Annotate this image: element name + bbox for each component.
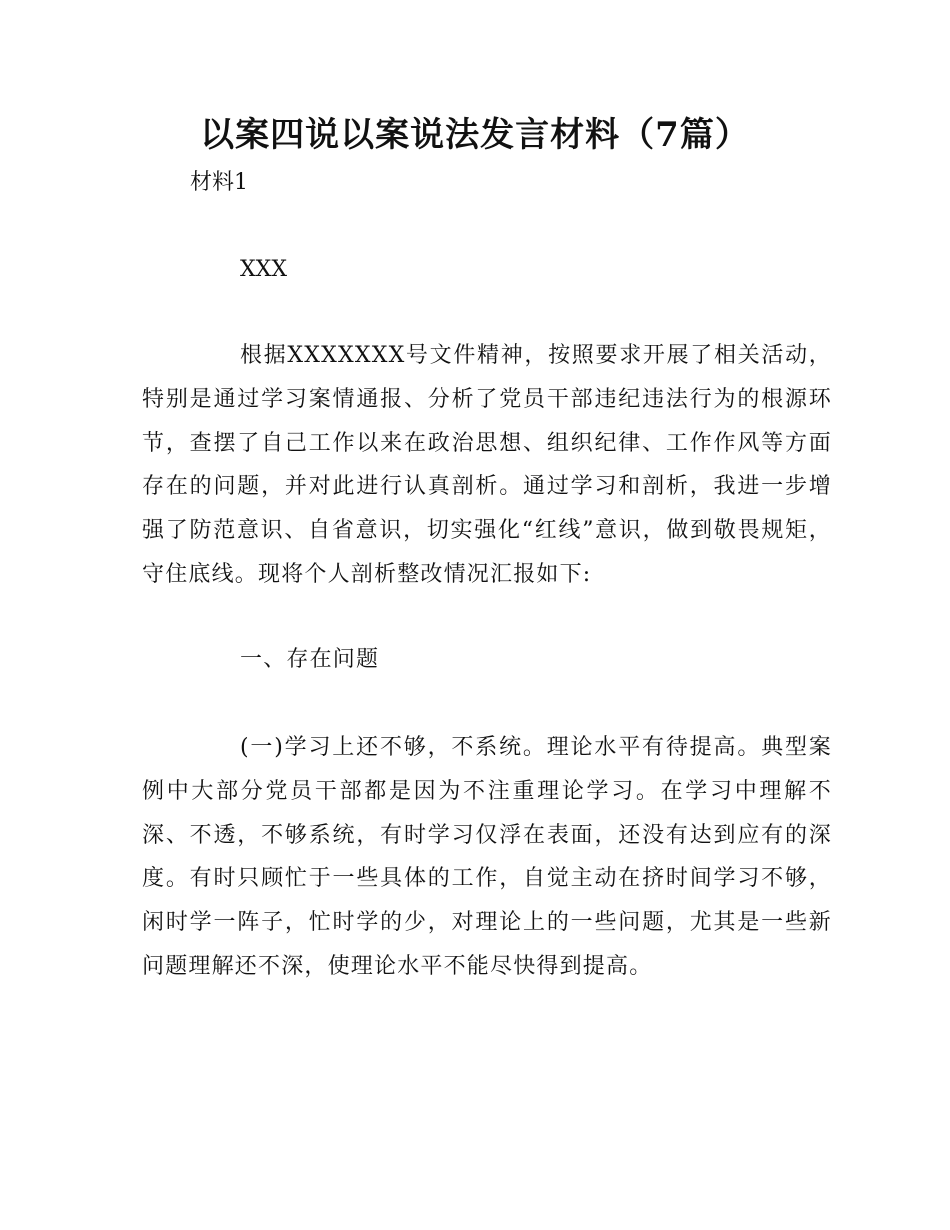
section-heading: 一、存在问题: [240, 647, 380, 672]
section-label: 材料1: [190, 170, 248, 195]
intro-paragraph: 根据XXXXXXX号文件精神，按照要求开展了相关活动，特别是通过学习案情通报、分析了党员干部违纪违法行为的根源环节，查摆了自己工作以来在政治思想、组织纪律、工作作风等方面存在的问题，并对此进行认真剖析。通过学习和剖析，我进一步增强了防范意识、自省意识，切实强化“红线”意识，做到敬畏规矩，守住底线。现将个人剖析整改情况汇报如下:: [142, 343, 832, 587]
document-title: 以案四说以案说法发言材料（7篇）: [200, 115, 750, 155]
problem-paragraph: (一)学习上还不够，不系统。理论水平有待提高。典型案例中大部分党员干部都是因为不注重理论学习。在学习中理解不深、不透，不够系统，有时学习仅浮在表面，还没有达到应有的深度。有时只顾忙于一些具体的工作，自觉主动在挤时间学习不够，闲时学一阵子，忙时学的少，对理论上的一些问题，尤其是一些新问题理解还不深，使理论水平不能尽快得到提高。: [142, 735, 832, 979]
recipient-line: XXX: [240, 257, 287, 282]
